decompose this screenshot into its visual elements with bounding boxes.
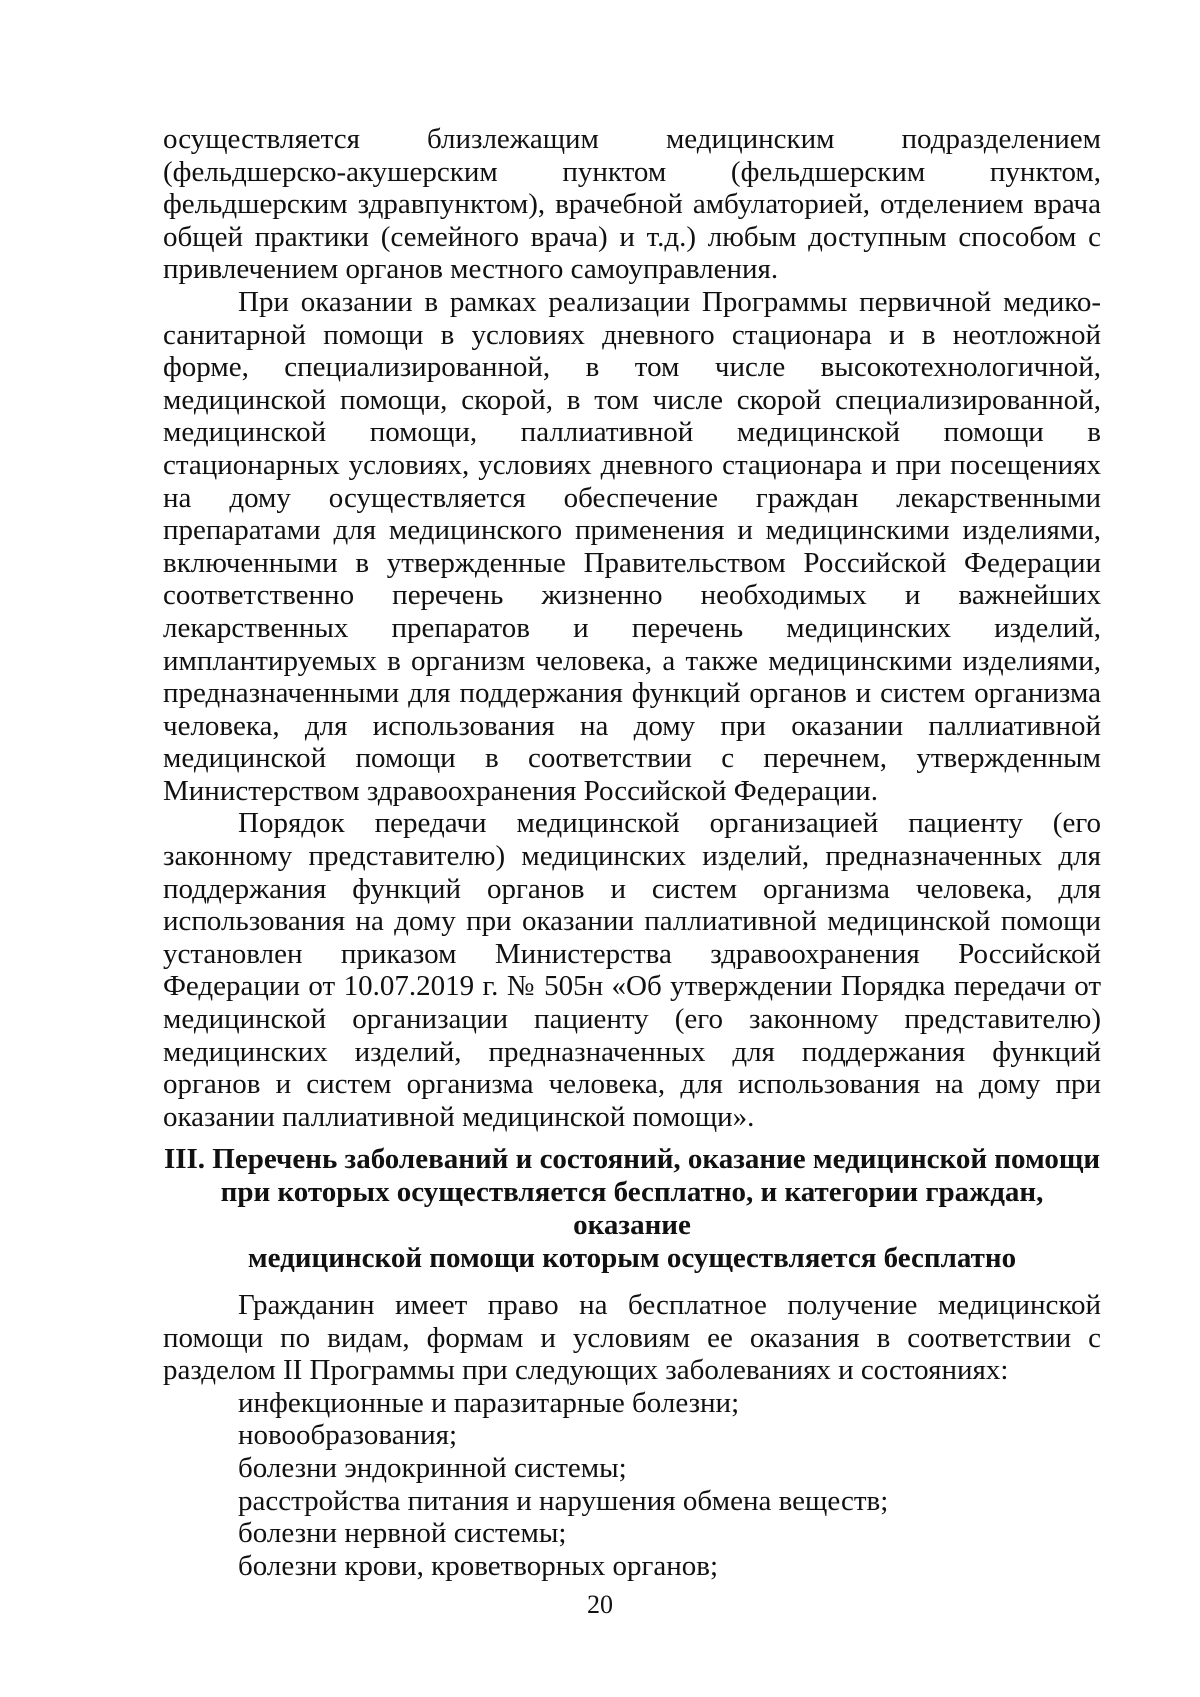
list-item: расстройства питания и нарушения обмена веществ; <box>238 1484 889 1517</box>
list-item: болезни эндокринной системы; <box>238 1451 627 1484</box>
continuation-paragraph: осуществляется близлежащим медицинским подразделением (фельдшерско-акушерским пунктом (фельдшерским пунктом, фельдшерским здравпунктом), врачебной амбулаторией, отделением врача общей практики (семейного врача) и т.д.) любым доступным способом с привлечением органов местного самоуправления. <box>163 123 1101 286</box>
section-heading-line: при которых осуществляется бесплатно, и категории граждан, оказание <box>220 1176 1044 1241</box>
list-item: инфекционные и паразитарные болезни; <box>238 1386 740 1419</box>
section-heading-line: III. Перечень заболеваний и состояний, оказание медицинской помощи <box>163 1143 1101 1175</box>
conditions-list <box>163 1387 1101 1583</box>
page-number: 20 <box>587 1590 613 1619</box>
section-heading <box>163 1143 1101 1275</box>
section-heading-line: медицинской помощи которым осуществляется бесплатно <box>247 1242 1017 1274</box>
body-text-upper <box>163 123 1101 1133</box>
body-text-lower <box>163 1289 1101 1582</box>
list-item: болезни нервной системы; <box>238 1517 567 1550</box>
medication-provision-paragraph: При оказании в рамках реализации Программы первичной медико-санитарной помощи в условиях дневного стационара и в неотложной форме, специализированной, в том числе высокотехнологичной, медицинской помощи, скорой, в том числе скорой специализированной, медицинской помощи, паллиативной медицинской помощи в стационарных условиях, условиях дневного стационара и при посещениях на дому осуществляется обеспечение граждан лекарственными препаратами для медицинского применения и медицинскими изделиями, включенными в утвержденные Правительством Российской Федерации соответственно перечень жизненно необходимых и важнейших лекарственных препаратов и перечень медицинских изделий, имплантируемых в организм человека, а также медицинскими изделиями, предназначенными для поддержания функций органов и систем организма человека, для использования на дому при оказании паллиативной медицинской помощи в соответствии с перечнем, утвержденным Министерством здравоохранения Российской Федерации. <box>163 285 1101 807</box>
list-item: новообразования; <box>238 1419 458 1452</box>
entitlement-paragraph: Гражданин имеет право на бесплатное получение медицинской помощи по видам, формам и условиям ее оказания в соответствии с разделом II Программы при следующих заболеваниях и состояниях: <box>163 1289 1101 1387</box>
list-item: болезни крови, кроветворных органов; <box>238 1549 719 1582</box>
device-transfer-order-paragraph: Порядок передачи медицинской организацией пациенту (его законному представителю) медицинских изделий, предназначенных для поддержания функций органов и систем организма человека, для использования на дому при оказании паллиативной медицинской помощи установлен приказом Министерства здравоохранения Российской Федерации от 10.07.2019 г. № 505н «Об утверждении Порядка передачи от медицинской организации пациенту (его законному представителю) медицинских изделий, предназначенных для поддержания функций органов и систем организма человека, для использования на дому при оказании паллиативной медицинской помощи». <box>163 807 1101 1133</box>
